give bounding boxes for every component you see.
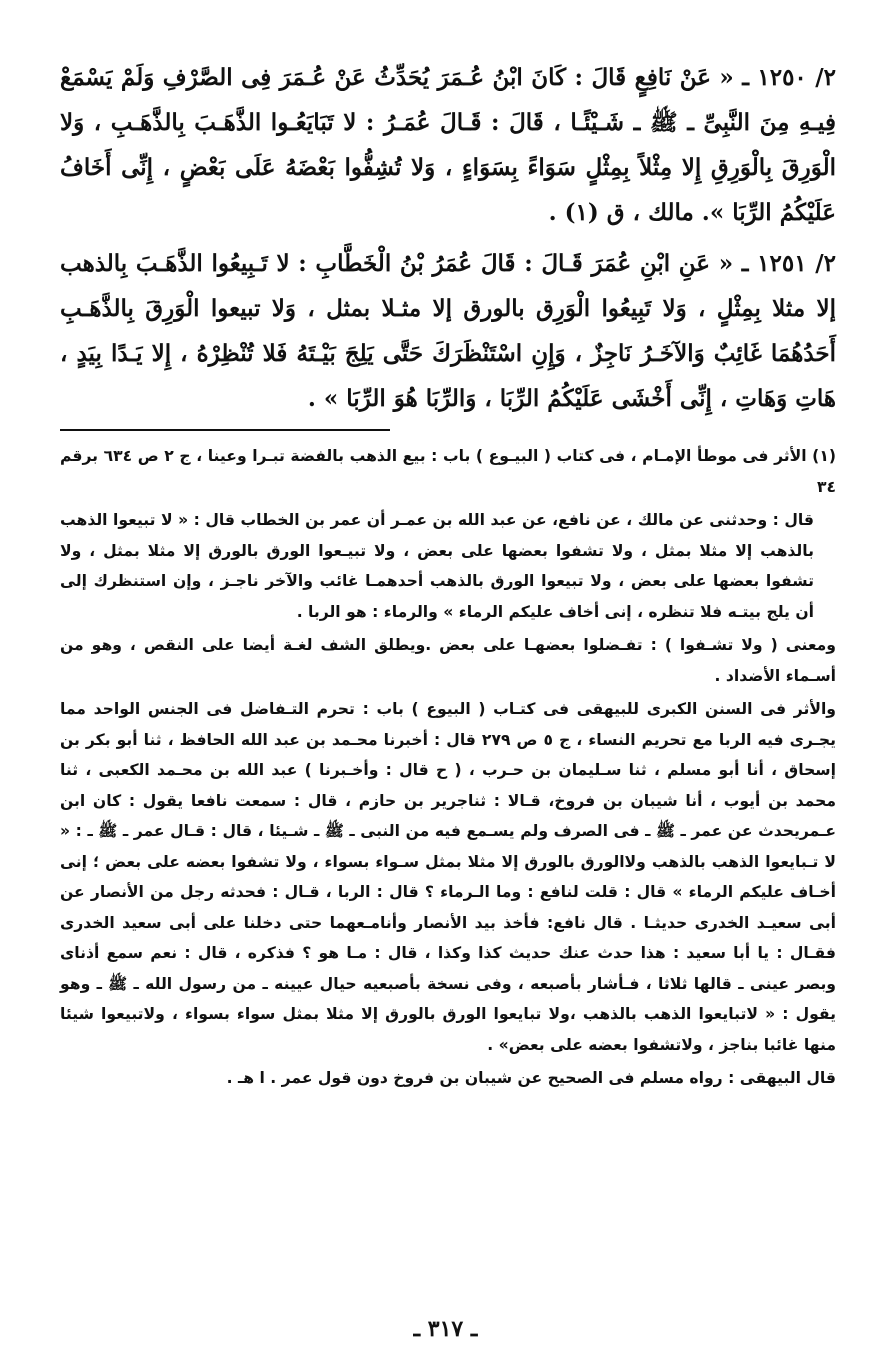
footnotes — [60, 441, 836, 1094]
hadith-number: ٢/ ١٢٥٠ ـ — [742, 64, 836, 91]
footnote-meaning: ومعنى ( ولا تشـفوا ) : تفـضلوا بعضهـا على بعض .ويطلق الشف لغـة أيضا على النقص ، وهو من أسـماء الأضداد . — [60, 636, 836, 685]
footnote-bayhaqi: والأثر فى السنن الكبرى للبيهقى فى كتـاب ( البيوع ) باب : تحرم التـفاضل فى الجنس الواحد مما يجـرى فيه الربا مع تحريم النساء ، ج ٥ ص ٢٧٩ قال : أخبرنا محـمد بن عبد الله الحافظ ، ثنا أبو بكر بن إسحاق ، أنا أبو مسلم ، ثنا سـليمان بن حـرب ، ( ح قال : وأخـبرنا ) عبد الله بن محـمد الكعبى ، ثنا محمد بن أيوب ، أنا شيبان بن فروخ، قـالا : ثناجرير بن حازم ، قال : سمعت نافعا يقول : كان ابن عـمريحدث عن عمر ـ ﷺ ـ فى الصرف ولم يسـمع فيه من النبى ـ ﷺ ـ شـيئا ، قال : قـال عمر ـ ﷺ ـ : « لا تـبايعوا الذهب بالذهب ولاالورق بالورق إلا مثلا بمثل سـواء بسواء ، ولا تشفوا بعضه على بعض ؛ إنى أخـاف عليكم الرماء » قال : قلت لنافع : وما الـرماء ؟ قال : الربا ، قـال : فحدثه رجل من الأنصار عن أبى سعيـد الخدرى حديثـا . قال نافع: فأخذ بيد الأنصار وأنامـعهما حتى دخلنا على أبى سعيد الخدرى فقـال : يا أبا سعيد : هذا حدث عنك حديث كذا وكذا ، قال : مـا هو ؟ فذكره ، قال : نعم سمع أذناى وبصر عينى ـ قالها ثلاثا ، فـأشار بأصبعه ، وفى نسخة بأصبعيه حيال عيينه ـ من رسول الله ـ ﷺ ـ وهو يقول : « لاتبايعوا الذهب بالذهب ،ولا تبايعوا الورق بالورق إلا مثلا بمثل سواء بسواء ، ولاتبيعوا شيئا منها غائبا بناجز ، ولاتشفوا بعضه على بعض» . — [60, 700, 836, 1054]
hadith-1251 — [60, 241, 836, 421]
footnote-bayhaqi-comment: قال البيهقى : رواه مسلم فى الصحيح عن شيبان بن فروخ دون قول عمر . ا هـ . — [226, 1069, 836, 1087]
hadith-text: « عَنْ نَافِعٍ قَالَ : كَانَ ابْنُ عُـمَرَ يُحَدِّثُ عَنْ عُـمَرَ فِى الصَّرْفِ وَلَمْ يَسْمَعْ فِيـهِ مِنَ النَّبِىِّ ـ ﷺ ـ شَـيْئًـا ، قَالَ : قَـالَ عُمَـرُ : لا تَبَايَعُـوا الذَّهَـبَ بِالذَّهَـبِ ، وَلا الْوَرِقَ بِالْوَرِقِ إِلا مِثْلاً بِمِثْلٍ سَوَاءً بِسَوَاءٍ ، وَلا تُشِفُّوا بَعْضَهُ عَلَى بَعْضٍ ، إِنِّى أَخَافُ عَلَيْكُمُ الرِّبَا ». مالك ، ق (١) . — [60, 64, 836, 226]
hadith-text: « عَنِ ابْنِ عُمَرَ قَـالَ : قَالَ عُمَرُ بْنُ الْخَطَّابِ : لا تَـبِيعُوا الذَّهَـبَ بِالذهب إلا مثلا بِمِثْلٍ ، وَلا تَبِيعُوا الْوَرِق بالورق إلا مثـلا بمثل ، وَلا تبيعوا الْوَرِقَ بِالذَّهَـبِ أَحَدُهُمَا غَائِبٌ وَالآخَـرُ نَاجِزٌ ، وَإِنِ اسْتَنْظَرَكَ حَتَّى يَلِجَ بَيْـتَهُ فَلا تُنْظِرْهُ ، إِلا يَـدًا بِيَدٍ ، هَاتِ وَهَاتِ ، إِنِّى أَخْشَى عَلَيْكُمُ الرِّبَا ، وَالرِّبَا هُوَ الرِّبَا » . — [60, 250, 836, 412]
footnote-divider — [60, 429, 390, 431]
footnote-source-muwatta: (١) الأثر فى موطأ الإمـام ، فى كتاب ( البيـوع ) باب : بيع الذهب بالفضة تبـرا وعينا ، ج ٢ ص ٦٣٤ برقم ٣٤ — [60, 447, 836, 496]
footnote-muwatta-text: قال : وحدثنى عن مالك ، عن نافع، عن عبد الله بن عمـر أن عمر بن الخطاب قال : « لا تبيعوا الذهب بالذهب إلا مثلا بمثل ، ولا تشفوا بعضها على بعض ، ولا تبيـعوا الورق بالورق إلا مثلا بمثل ، ولا تشفوا بعضها على بعض ، ولا تبيعوا الورق بالذهب أحدهمـا غائب والآخر ناجـز ، وإن استنظرك إلى أن يلج بيتـه فلا تنظره ، إنى أخاف عليكم الرماء » والرماء : هو الربا . — [60, 511, 814, 621]
main-text — [60, 55, 836, 421]
hadith-number: ٢/ ١٢٥١ ـ — [741, 250, 837, 277]
page-number: ـ ٣١٧ ـ — [413, 1316, 478, 1342]
book-page — [60, 55, 836, 1357]
hadith-1250 — [60, 55, 836, 235]
